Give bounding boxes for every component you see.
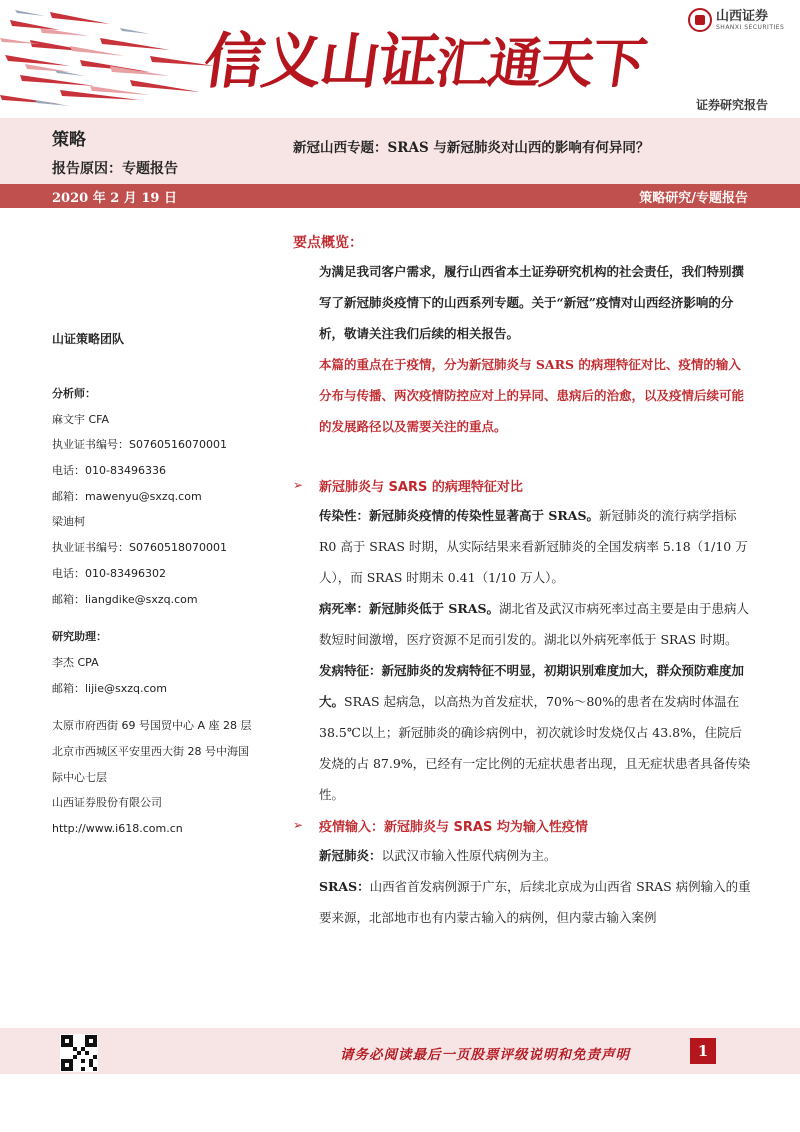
contagion-body: 新冠肺炎的流行病学指标 R0 高于 SRAS 时期，从实际结果来看新冠肺炎的全国发病率 5.18（1/10 万人），而 SRAS 时期未 0.41（1/10 万人）。 — [319, 508, 748, 585]
section1-heading — [293, 470, 753, 500]
sidebar-line: 邮箱：mawenyu@sxzq.com — [52, 489, 202, 503]
main-content — [293, 232, 753, 933]
sidebar-line: 执业证书编号：S0760516070001 — [52, 438, 227, 452]
title-band — [0, 118, 800, 184]
logo-en: SHANXI SECURITIES — [716, 23, 785, 31]
covid-input-paragraph — [293, 840, 753, 871]
section2-heading — [293, 810, 753, 840]
company-logo — [688, 8, 784, 32]
sidebar-line: 北京市西城区平安里西大街 28 号中海国 — [52, 744, 249, 758]
sidebar-label: 分析师： — [52, 387, 96, 400]
covid-input-body: 以武汉市输入性原代病例为主。 — [381, 848, 557, 863]
analyst-sidebar — [52, 330, 282, 842]
sidebar-label: 研究助理： — [52, 630, 107, 644]
sidebar-line: 太原市府西街 69 号国贸中心 A 座 28 层 — [52, 719, 252, 733]
report-reason: 报告原因：专题报告 — [52, 161, 178, 177]
sars-input-lead: SRAS： — [319, 879, 370, 894]
date-band — [0, 184, 800, 208]
analyst-info — [52, 381, 282, 842]
report-kind: 策略研究/专题报告 — [639, 191, 748, 206]
spacer — [52, 701, 282, 713]
slogan-part1: 信义山证 — [199, 27, 442, 97]
sars-input-paragraph — [293, 871, 753, 933]
sidebar-line: 电话：010-83496302 — [52, 566, 166, 580]
fatality-paragraph — [293, 593, 753, 655]
covid-input-lead: 新冠肺炎： — [319, 848, 382, 863]
intro-paragraph: 为满足我司客户需求，履行山西省本土证券研究机构的社会责任，我们特别撰写了新冠肺炎疫情下的山西系列专题。关于“新冠”疫情对山西经济影响的分析，敬请关注我们后续的相关报告。 — [319, 264, 745, 341]
sidebar-line: 麻文宇 CFA — [52, 412, 110, 426]
logo-icon — [688, 8, 712, 32]
section2-title: 疫情输入：新冠肺炎与 SRAS 均为输入性疫情 — [319, 819, 588, 835]
report-title: 新冠山西专题：SRAS 与新冠肺炎对山西的影响有何异同？ — [293, 140, 650, 156]
fatality-lead: 病死率：新冠肺炎低于 SRAS。 — [319, 601, 499, 616]
onset-paragraph — [293, 655, 753, 810]
page-number: 1 — [690, 1038, 716, 1064]
onset-body: SRAS 起病急，以高热为首发症状，70%～80%的患者在发病时体温在 38.5℃以上；新冠肺炎的确诊病例中，初次就诊时发烧仅占 43.8%，住院后发烧的占 87.9%，已经有一定比例的无症状患者出现，且无症状患者具备传染性。 — [319, 694, 751, 802]
contagion-lead: 传染性：新冠肺炎疫情的传染性显著高于 SRAS。 — [319, 508, 599, 523]
onset-lead: 发病特征：新冠肺炎的发病特征不明显，初期识别难度加大，群众预防难度加大。 — [319, 663, 745, 709]
section1-title: 新冠肺炎与 SARS 的病理特征对比 — [319, 479, 523, 495]
arrow-bullet-icon: ➢ — [293, 818, 304, 832]
sars-input-body: 山西省首发病例源于广东，后续北京成为山西省 SRAS 病例输入的重要来源，北部地市也有内蒙古输入的病例，但内蒙古输入案例 — [319, 879, 751, 925]
spacer — [52, 612, 282, 624]
sidebar-line: 邮箱：lijie@sxzq.com — [52, 681, 167, 695]
contagion-paragraph — [293, 500, 753, 593]
sidebar-line[interactable]: http://www.i618.com.cn — [52, 822, 183, 835]
sidebar-line: 邮箱：liangdike@sxzq.com — [52, 592, 198, 606]
category-label: 策略 — [52, 130, 86, 150]
sidebar-line: 执业证书编号：S0760518070001 — [52, 541, 227, 555]
sidebar-line: 梁迪柯 — [52, 515, 85, 529]
fatality-body: 湖北省及武汉市病死率过高主要是由于患病人数短时间激增，医疗资源不足而引发的。湖北以外病死率低于 SRAS 时期。 — [319, 601, 750, 647]
focus-paragraph: 本篇的重点在于疫情，分为新冠肺炎与 SARS 的病理特征对比、疫情的输入分布与传播、两次疫情防控应对上的异同、患病后的治愈，以及疫情后续可能的发展路径以及需要关注的重点。 — [319, 357, 745, 434]
footer — [0, 1028, 800, 1074]
arrow-bullet-icon: ➢ — [293, 478, 304, 492]
logo-cn: 山西证券 — [716, 8, 769, 24]
slogan — [199, 14, 651, 100]
disclaimer: 请务必阅读最后一页股票评级说明和免责声明 — [340, 1047, 630, 1063]
sidebar-line: 李杰 CPA — [52, 655, 99, 669]
overview-heading: 要点概览： — [293, 235, 363, 251]
report-type: 证券研究报告 — [696, 98, 769, 112]
sidebar-line: 山西证券股份有限公司 — [52, 796, 162, 810]
header-banner — [0, 0, 800, 118]
report-date: 2020 年 2 月 19 日 — [52, 191, 177, 206]
sidebar-line: 际中心七层 — [52, 770, 107, 784]
slogan-part2: 汇通天下 — [431, 32, 649, 95]
sidebar-line: 电话：010-83496336 — [52, 464, 166, 478]
qr-code-icon — [60, 1034, 98, 1072]
team-name: 山证策略团队 — [52, 332, 125, 346]
